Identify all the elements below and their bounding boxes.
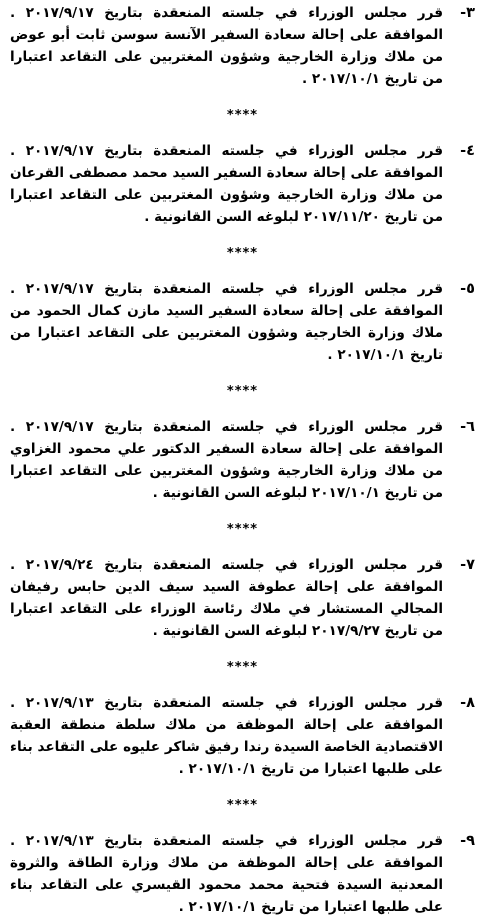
item-text: قرر مجلس الوزراء في جلسته المنعقدة بتاريخ ٢٠١٧/٩/١٣ . الموافقة على إحالة الموظفة من ملاك سلطة منطقة العقبة الاقتصادية الخاصة السيدة رندا رفيق شاكر عليوه على التقاعد بناء على طلبها اعتبارا من تاريخ ٢٠١٧/١٠/١ . (10, 695, 443, 777)
item-number: ٦- (460, 419, 475, 435)
decision-item-6 (10, 416, 475, 504)
decision-item-7 (10, 554, 475, 642)
item-text: قرر مجلس الوزراء في جلسته المنعقدة بتاريخ ٢٠١٧/٩/١٣ . الموافقة على إحالة الموظفة من ملاك وزارة الطاقة والثروة المعدنية السيدة فتحية محمد محمود القيسري على التقاعد بناء على طلبها اعتبارا من تاريخ ٢٠١٧/١٠/١ . (10, 833, 443, 915)
item-number: ٤- (460, 143, 475, 159)
separator: **** (226, 798, 259, 813)
item-number: ٨- (460, 695, 475, 711)
decision-item-8 (10, 692, 475, 780)
separator: **** (226, 660, 259, 675)
decision-item-4 (10, 140, 475, 228)
separator: **** (226, 522, 259, 537)
decision-item-5 (10, 278, 475, 366)
decision-item-3 (10, 2, 475, 90)
item-number: ٧- (460, 557, 475, 573)
item-number: ٣- (460, 5, 475, 21)
separator: **** (226, 384, 259, 399)
separator: **** (226, 246, 259, 261)
item-text: قرر مجلس الوزراء في جلسته المنعقدة بتاريخ ٢٠١٧/٩/١٧ . الموافقة على إحالة سعادة السفير الدكتور علي محمود الغزاوي من ملاك وزارة الخارجية وشؤون المغتربين على التقاعد اعتبارا من تاريخ ٢٠١٧/١٠/١ لبلوغه السن القانونية . (10, 419, 443, 501)
item-text: قرر مجلس الوزراء في جلسته المنعقدة بتاريخ ٢٠١٧/٩/١٧ . الموافقة على إحالة سعادة السفير الآنسة سوسن ثابت أبو عوض من ملاك وزارة الخارجية وشؤون المغتربين على التقاعد اعتبارا من تاريخ ٢٠١٧/١٠/١ . (10, 5, 443, 87)
item-number: ٩- (460, 833, 475, 849)
item-text: قرر مجلس الوزراء في جلسته المنعقدة بتاريخ ٢٠١٧/٩/٢٤ . الموافقة على إحالة عطوفة السيد سيف الدين حابس رفيفان المجالي المستشار في ملاك رئاسة الوزراء على التقاعد اعتبارا من تاريخ ٢٠١٧/٩/٢٧ لبلوغه السن القانونية . (10, 557, 443, 639)
item-text: قرر مجلس الوزراء في جلسته المنعقدة بتاريخ ٢٠١٧/٩/١٧ . الموافقة على إحالة سعادة السفير السيد مازن كمال الحمود من ملاك وزارة الخارجية وشؤون المغتربين على التقاعد اعتبارا من تاريخ ٢٠١٧/١٠/١ . (10, 281, 443, 363)
separator: **** (226, 108, 259, 123)
item-text: قرر مجلس الوزراء في جلسته المنعقدة بتاريخ ٢٠١٧/٩/١٧ . الموافقة على إحالة سعادة السفير السيد محمد مصطفى القرعان من ملاك وزارة الخارجية وشؤون المغتربين على التقاعد اعتبارا من تاريخ ٢٠١٧/١١/٢٠ لبلوغه السن القانونية . (10, 143, 443, 225)
decision-item-9 (10, 830, 475, 918)
item-number: ٥- (460, 281, 475, 297)
